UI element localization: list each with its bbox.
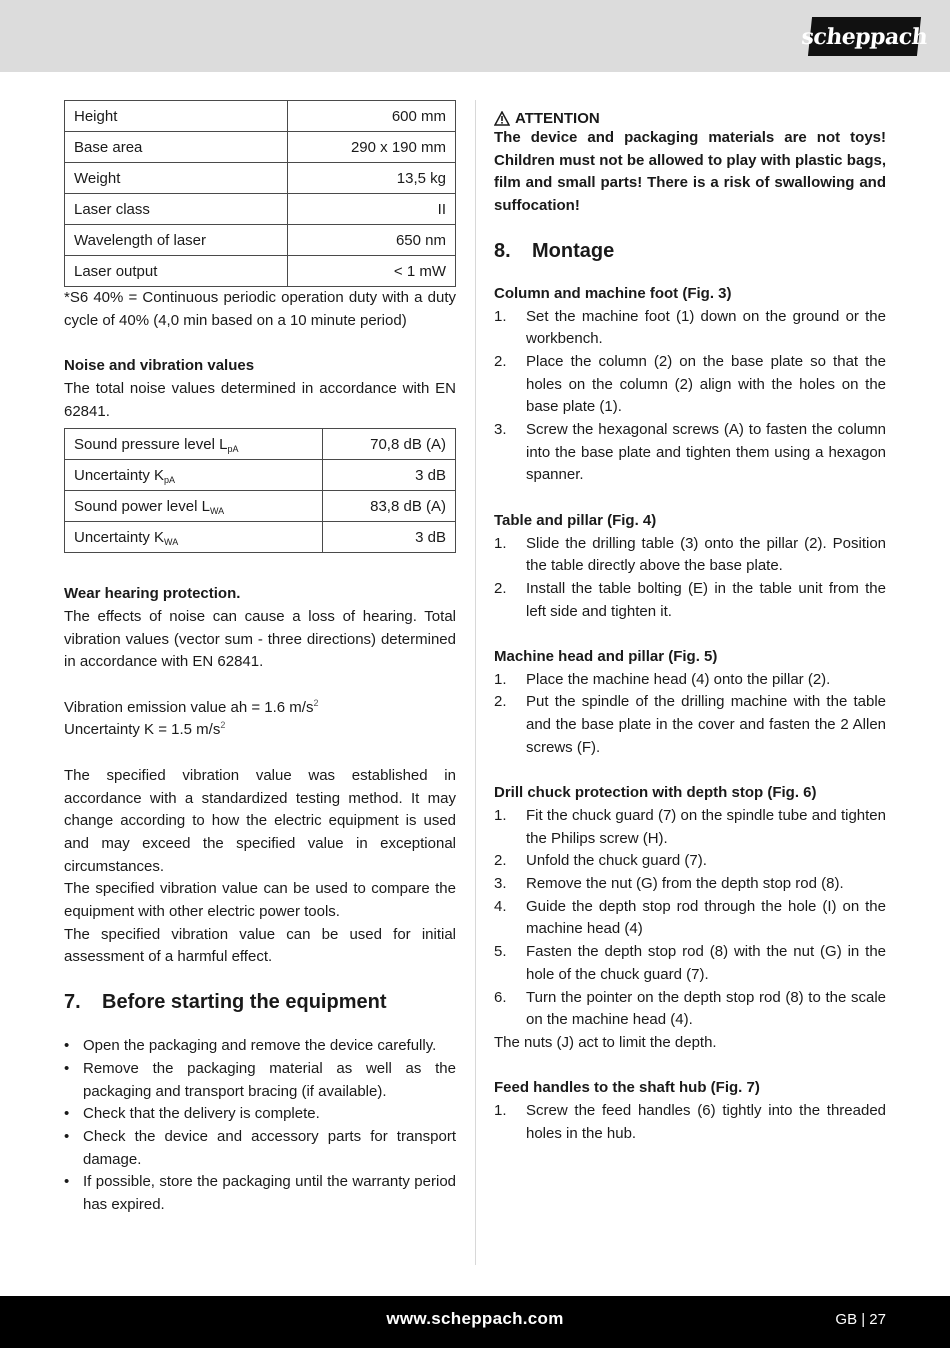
head-pillar-steps (494, 669, 886, 760)
table-row (65, 163, 456, 194)
website-link[interactable]: www.scheppach.com (386, 1309, 564, 1328)
page-header (0, 0, 950, 72)
chuck-protection-heading: Drill chuck protection with depth stop (Fig. 6) (494, 784, 817, 802)
list-item: 1. Slide the drilling table (3) onto the pillar (2). Position the table directly above the base plate. (494, 534, 886, 575)
table-row (65, 225, 456, 256)
list-item: 1. Screw the feed handles (6) tightly into the threaded holes in the hub. (494, 1102, 886, 1142)
noise-label: Uncertainty $K_{pA}$ (65, 460, 323, 491)
table-pillar-steps (494, 533, 886, 624)
spec-value: 290 x 190 mm (287, 132, 455, 163)
spec-label: Laser class (65, 194, 288, 225)
noise-value: 3 dB (322, 460, 455, 491)
vibration-paragraph: The specified vibration value was established in accordance with a standardized testing method. It may change according to how the electric equipment is used and may exceed the specified value in exceptional circumstances. (64, 766, 456, 875)
section-8-title: 8. Montage (494, 239, 615, 262)
spec-label: Wavelength of laser (65, 225, 288, 256)
spec-label: Weight (65, 163, 288, 194)
spec-value: < 1 mW (287, 256, 455, 287)
chuck-protection-steps (494, 805, 886, 1032)
list-item: 2. Install the table bolting (E) in the table unit from the left side and tighten it. (494, 579, 886, 620)
list-item: 6. Turn the pointer on the depth stop rod (8) to the scale on the machine head (4). (494, 988, 886, 1029)
table-row (65, 460, 456, 491)
table-row (65, 132, 456, 163)
table-row (65, 491, 456, 522)
scheppach-logo: scheppach (808, 17, 921, 56)
page-footer (0, 1296, 950, 1348)
spec-value: II (287, 194, 455, 225)
list-item: • Check the device and accessory parts for transport damage. (64, 1126, 456, 1171)
spec-value: 600 mm (287, 101, 455, 132)
spec-value: 650 nm (287, 225, 455, 256)
vibration-uncertainty: Uncertainty K = 1.5 $m/s^2$ (64, 720, 226, 739)
list-item: • Remove the packaging material as well as the packaging and transport bracing (if available). (64, 1058, 456, 1103)
list-item: 1. Fit the chuck guard (7) on the spindle tube and tighten the Philips screw (H). (494, 806, 886, 847)
noise-label: Uncertainty $K_{WA}$ (65, 522, 323, 553)
noise-value: 3 dB (322, 522, 455, 553)
column-foot-steps (494, 306, 886, 488)
noise-label: Sound pressure level $L_{pA}$ (65, 429, 323, 460)
noise-text: The total noise values determined in accordance with EN 62841. (64, 379, 456, 420)
hearing-text: The effects of noise can cause a loss of hearing. Total vibration values (vector sum - three directions) determined in accordance with EN 62841. (64, 607, 456, 671)
section-7-title: 7. Before starting the equipment (64, 991, 387, 1014)
attention-title: ATTENTION (494, 110, 886, 127)
list-item: 1. Set the machine foot (1) down on the ground or the workbench. (494, 307, 886, 348)
noise-table (64, 428, 456, 553)
vibration-paragraph: The specified vibration value can be used for initial assessment of a harmful effect. (64, 925, 456, 966)
feed-handles-steps (494, 1100, 886, 1145)
list-item: 5. Fasten the depth stop rod (8) with the nut (G) in the hole of the chuck guard (7). (494, 943, 886, 983)
spec-label: Base area (65, 132, 288, 163)
attention-text: The device and packaging materials are not toys! Children must not be allowed to play with plastic bags, film and small parts! There is a risk of swallowing and suffocation! (494, 129, 886, 215)
list-item: 1. Place the machine head (4) onto the pillar (2). (494, 670, 831, 688)
table-row (65, 429, 456, 460)
s6-note: *S6 40% = Continuous periodic operation duty with a duty cycle of 40% (4,0 min based on a 10 minute period) (64, 289, 456, 329)
list-item: • Check that the delivery is complete. (64, 1103, 456, 1126)
spec-label: Height (65, 101, 288, 132)
column-divider (475, 100, 476, 1265)
before-start-list (64, 1035, 456, 1217)
left-column (64, 100, 456, 1217)
noise-label: Sound power level $L_{WA}$ (65, 491, 323, 522)
noise-heading: Noise and vibration values (64, 357, 255, 375)
vibration-emission: Vibration emission value ah = 1.6 $m/s^2$ (64, 697, 319, 716)
vibration-paragraph: The specified vibration value can be used to compare the equipment with other electric power tools. (64, 880, 456, 921)
page-number: GB | 27 (835, 1311, 886, 1328)
spec-table (64, 100, 456, 287)
list-item: • If possible, store the packaging until the warranty period has expired. (64, 1171, 456, 1216)
depth-note: The nuts (J) act to limit the depth. (494, 1033, 717, 1051)
feed-handles-heading: Feed handles to the shaft hub (Fig. 7) (494, 1079, 760, 1097)
column-foot-heading: Column and machine foot (Fig. 3) (494, 284, 732, 302)
list-item: 2. Put the spindle of the drilling machine with the table and the base plate in the cover and fasten the 2 Allen screws (F). (494, 693, 886, 756)
right-column (494, 110, 886, 1145)
noise-value: 70,8 dB (A) (322, 429, 455, 460)
table-row (65, 194, 456, 225)
table-pillar-heading: Table and pillar (Fig. 4) (494, 511, 657, 529)
table-row (65, 256, 456, 287)
list-item: 3. Screw the hexagonal screws (A) to fasten the column into the base plate and tighten them using a hexagon spanner. (494, 421, 886, 484)
spec-label: Laser output (65, 256, 288, 287)
warning-triangle-icon (494, 111, 510, 126)
list-item: 3. Remove the nut (G) from the depth stop rod (8). (494, 875, 844, 893)
table-row (65, 101, 456, 132)
list-item: 2. Unfold the chuck guard (7). (494, 852, 707, 870)
noise-value: 83,8 dB (A) (322, 491, 455, 522)
list-item: 2. Place the column (2) on the base plate so that the holes on the column (2) align with the holes on the base plate (1). (494, 352, 886, 416)
head-pillar-heading: Machine head and pillar (Fig. 5) (494, 648, 718, 666)
hearing-heading: Wear hearing protection. (64, 585, 241, 603)
table-row (65, 522, 456, 553)
list-item: 4. Guide the depth stop rod through the hole (I) on the machine head (4) (494, 897, 886, 938)
spec-value: 13,5 kg (287, 163, 455, 194)
list-item: • Open the packaging and remove the device carefully. (64, 1035, 456, 1058)
